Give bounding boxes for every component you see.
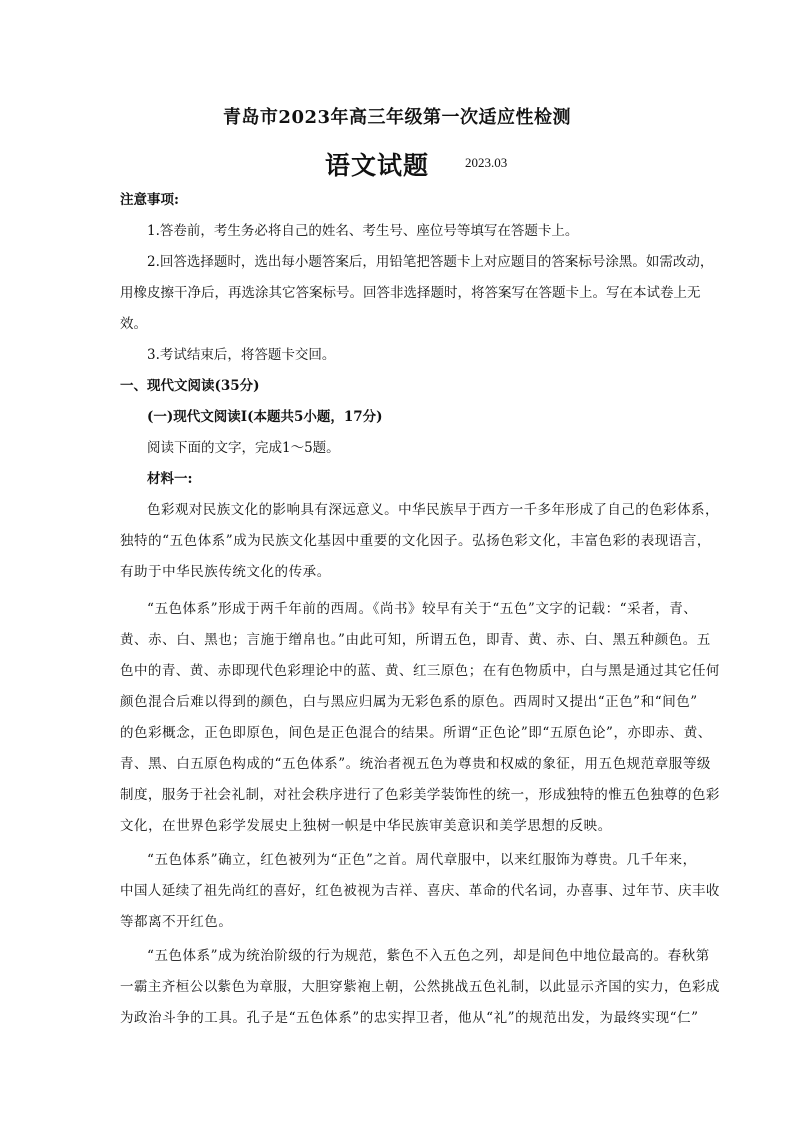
reading-instruction: 阅读下面的文字，完成1～5题。 xyxy=(147,440,340,456)
notice-item-3: 3.考试结束后，将答题卡交回。 xyxy=(147,347,336,363)
passage-line: 制度，服务于社会礼制，对社会秩序进行了色彩美学装饰性的统一，形成独特的惟五色独尊的色彩 xyxy=(120,787,720,803)
passage-line: 色彩观对民族文化的影响具有深远意义。中华民族早于西方一千多年形成了自己的色彩体系， xyxy=(147,502,719,518)
passage-line: 等都离不开红色。 xyxy=(120,914,233,930)
material-label: 材料一: xyxy=(147,471,193,487)
passage-line: 独特的“五色体系”成为民族文化基因中重要的文化因子。弘扬色彩文化，丰富色彩的表现语言， xyxy=(120,533,711,549)
notice-heading: 注意事项: xyxy=(120,192,179,208)
passage-line: 有助于中华民族传统文化的传承。 xyxy=(120,564,331,580)
passage-line: 文化，在世界色彩学发展史上独树一帜是中华民族审美意识和美学思想的反映。 xyxy=(120,818,612,834)
sub-section-heading: (一)现代文阅读Ⅰ(本题共5小题，17分) xyxy=(147,409,383,425)
passage-line: “五色体系”确立，红色被列为“正色”之首。周代章服中，以来红服饰为尊贵。几千年来， xyxy=(147,852,697,868)
passage-line: 黄、赤、白、黑也；言施于缯帛也。”由此可知，所谓五色，即青、黄、赤、白、黑五种颜色。五 xyxy=(120,632,711,648)
exam-date: 2023.03 xyxy=(465,155,508,170)
passage-line: 青、黑、白五原色构成的“五色体系”。统治者视五色为尊贵和权威的象征，用五色规范章服等级 xyxy=(120,756,711,772)
passage-line: 一霸主齐桓公以紫色为章服，大胆穿紫袍上朝，公然挑战五色礼制，以此显示齐国的实力，色彩成 xyxy=(120,979,720,995)
section-heading: 一、现代文阅读(35分) xyxy=(120,378,260,394)
notice-item-2-line-2: 用橡皮擦干净后，再选涂其它答案标号。回答非选择题时，将答案写在答题卡上。写在本试卷上无 xyxy=(120,285,701,301)
passage-line: “五色体系”形成于两千年前的西周。《尚书》较早有关于“五色”文字的记载：“采者，青、 xyxy=(147,601,698,617)
passage-line: “五色体系”成为统治阶级的行为规范，紫色不入五色之列，却是间色中地位最高的。春秋第 xyxy=(147,948,710,964)
passage-line: 中国人延续了祖先尚红的喜好，红色被视为吉祥、喜庆、革命的代名词，办喜事、过年节、庆丰收 xyxy=(120,883,720,899)
passage-line: 为政治斗争的工具。孔子是“五色体系”的忠实捍卫者，他从“礼”的规范出发，为最终实现“仁” xyxy=(120,1010,699,1026)
passage-line: 颜色混合后难以得到的颜色，白与黑应归属为无彩色系的原色。西周时又提出“正色”和“间色” xyxy=(120,694,698,710)
exam-title: 青岛市2023年高三年级第一次适应性检测 xyxy=(222,107,572,128)
passage-line: 色中的青、黄、赤即现代色彩理论中的蓝、黄、红三原色；在有色物质中，白与黑是通过其它任何 xyxy=(120,663,720,679)
notice-item-2-line-1: 2.回答选择题时，选出每小题答案后，用铅笔把答题卡上对应题目的答案标号涂黑。如需改动， xyxy=(147,254,714,270)
subject-title: 语文试题 xyxy=(325,151,430,180)
notice-item-2-line-3: 效。 xyxy=(120,316,147,332)
passage-line: 的色彩概念，正色即原色，间色是正色混合的结果。所谓“正色论”即“五原色论”，亦即赤、黄、 xyxy=(120,725,712,741)
notice-item-1: 1.答卷前，考生务必将自己的姓名、考生号、座位号等填写在答题卡上。 xyxy=(147,223,579,239)
subject-row xyxy=(0,146,794,180)
